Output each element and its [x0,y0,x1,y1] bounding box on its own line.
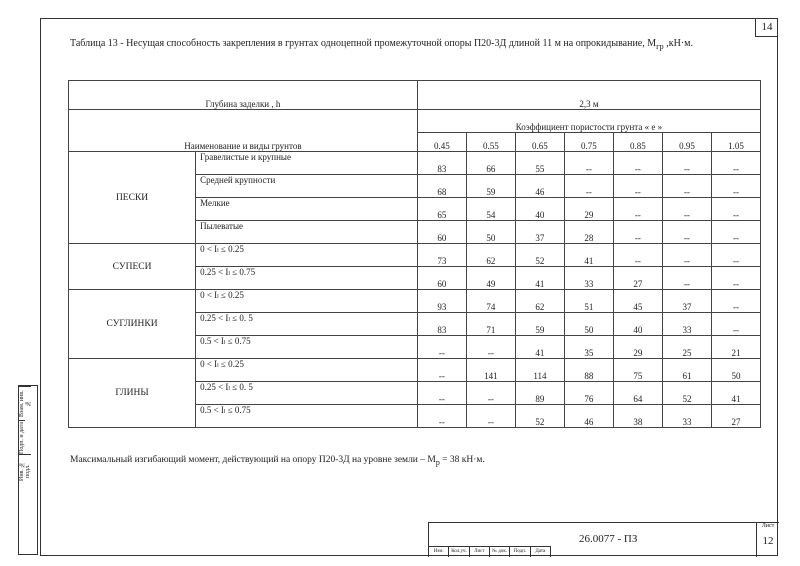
coef-header-cell: 0.85 [613,133,662,152]
table-cell: 60 [417,221,466,244]
table-cell: 52 [515,405,564,428]
table-cell: -- [417,405,466,428]
table-cell: -- [564,152,613,175]
table-cell: 46 [564,405,613,428]
table-cell: -- [417,336,466,359]
table-cell: 59 [515,313,564,336]
table-row [69,290,761,313]
table-cell: -- [662,221,711,244]
table-cell: 88 [564,359,613,382]
depth-row [69,81,761,110]
table-cell: -- [711,244,760,267]
table-cell: 27 [711,405,760,428]
table-cell: -- [466,405,515,428]
table-cell: -- [662,152,711,175]
table-cell: -- [613,221,662,244]
coef-header-cell: 1.05 [711,133,760,152]
soil-type-label: 0 < Iₗ ≤ 0.25 [196,244,418,267]
caption-unit: ,кН·м. [663,38,693,49]
table-cell: 41 [711,382,760,405]
coef-header-cell: 0.65 [515,133,564,152]
table-cell: 33 [662,313,711,336]
table-cell: -- [613,244,662,267]
table-cell: 25 [662,336,711,359]
page-number: 14 [755,18,778,37]
soil-group-name: ПЕСКИ [69,152,196,244]
coef-label: Коэффициент пористости грунта « е » [417,110,760,133]
table-cell: -- [564,175,613,198]
table-cell: 40 [515,198,564,221]
sheet-number: 12 [762,535,774,547]
soil-type-label: 0 < Iₗ ≤ 0.25 [196,290,418,313]
table-cell: 114 [515,359,564,382]
soil-type-label: Мелкие [196,198,418,221]
table-cell: 49 [466,267,515,290]
table-cell: -- [613,175,662,198]
table-cell: 33 [564,267,613,290]
table-cell: 66 [466,152,515,175]
soil-group-name: СУПЕСИ [69,244,196,290]
table-cell: 68 [417,175,466,198]
table-cell: -- [711,267,760,290]
soil-type-label: 0.5 < Iₗ ≤ 0.75 [196,405,418,428]
table-cell: 62 [515,290,564,313]
table-cell: 89 [515,382,564,405]
table-cell: 50 [711,359,760,382]
table-cell: 46 [515,175,564,198]
table-cell: -- [662,267,711,290]
table-row [69,244,761,267]
side-label-replacement: Взам. инв. № [19,386,31,420]
table-cell: -- [711,198,760,221]
coef-header-cell: 0.55 [466,133,515,152]
table-cell: 41 [564,244,613,267]
table-cell: -- [662,175,711,198]
table-cell: -- [417,359,466,382]
soil-group-name: СУГЛИНКИ [69,290,196,359]
title-block [428,522,779,557]
soil-type-label: 0.25 < Iₗ ≤ 0. 5 [196,313,418,336]
table-cell: 29 [564,198,613,221]
table-cell: 37 [515,221,564,244]
table-cell: 93 [417,290,466,313]
side-label-sign-date: Подп. и дата [19,421,25,454]
coef-header-cell: 0.95 [662,133,711,152]
table-cell: 76 [564,382,613,405]
note-tail: = 38 кН·м. [439,455,485,465]
table-cell: -- [417,382,466,405]
soil-type-label: Средней крупности [196,175,418,198]
note-text: Максимальный изгибающий момент, действующий на опору П20-3Д на уровне земли – М [70,455,436,465]
table-cell: -- [662,244,711,267]
soil-type-label: 0.25 < Iₗ ≤ 0.75 [196,267,418,290]
caption-text: Таблица 13 - Несущая способность закрепления в грунтах одноцепной промежуточной опоры П20-3Д длиной 11 м на опрокидывание, М [70,38,657,49]
depth-value: 2,3 м [417,81,760,110]
table-cell: 50 [564,313,613,336]
side-stamp [18,385,38,555]
soil-type-label: 0 < Iₗ ≤ 0.25 [196,359,418,382]
names-label: Наименование и виды грунтов [69,110,418,152]
table-cell: 41 [515,336,564,359]
table-cell: 65 [417,198,466,221]
caption-subscript: гр [656,42,664,51]
table-cell: 60 [417,267,466,290]
table-cell: 52 [662,382,711,405]
soil-group-name: ГЛИНЫ [69,359,196,428]
table-cell: 35 [564,336,613,359]
soil-type-label: Гравелистые и крупные [196,152,418,175]
table-cell: 74 [466,290,515,313]
title-block-cell: Изм. [429,547,449,557]
table-cell: 29 [613,336,662,359]
table-cell: 73 [417,244,466,267]
soil-type-label: 0.25 < Iₗ ≤ 0. 5 [196,382,418,405]
table-cell: 27 [613,267,662,290]
table-cell: 71 [466,313,515,336]
table-cell: 62 [466,244,515,267]
document-code: 26.0077 - ПЗ [579,533,638,545]
table-cell: 21 [711,336,760,359]
table-cell: -- [662,198,711,221]
table-cell: -- [711,290,760,313]
table-cell: -- [711,221,760,244]
table-cell: -- [711,152,760,175]
table-cell: 40 [613,313,662,336]
table-cell: 45 [613,290,662,313]
table-cell: 50 [466,221,515,244]
table-cell: 37 [662,290,711,313]
table-cell: 83 [417,313,466,336]
table-cell: -- [466,382,515,405]
table-cell: -- [711,313,760,336]
side-label-inventory: Инв. № подл. [19,454,31,488]
table-cell: 64 [613,382,662,405]
title-block-cell: Лист [470,547,490,557]
table-cell: 51 [564,290,613,313]
table-cell: -- [466,336,515,359]
table-cell: -- [711,175,760,198]
coef-header-row [69,110,761,133]
coef-header-cell: 0.75 [564,133,613,152]
title-block-cell: № док. [490,547,510,557]
soil-type-label: Пылеватые [196,221,418,244]
table-cell: 141 [466,359,515,382]
table-cell: 41 [515,267,564,290]
table-cell: 83 [417,152,466,175]
title-block-cell: Кол.уч. [449,547,469,557]
table-row [69,152,761,175]
table-caption [70,38,770,51]
depth-label: Глубина заделки , h [69,81,418,110]
table-cell: 59 [466,175,515,198]
footnote [70,455,485,467]
table-cell: 28 [564,221,613,244]
sheet-label: Лист [761,523,775,529]
title-block-columns [429,546,551,557]
coef-header-cell: 0.45 [417,133,466,152]
table-cell: -- [613,198,662,221]
title-block-cell: Дата [531,547,551,557]
sheet-box [756,523,779,557]
table-cell: 33 [662,405,711,428]
table-row [69,359,761,382]
table-cell: 52 [515,244,564,267]
bearing-capacity-table [68,80,761,428]
soil-type-label: 0.5 < Iₗ ≤ 0.75 [196,336,418,359]
table-cell: 75 [613,359,662,382]
table-cell: -- [613,152,662,175]
table-cell: 55 [515,152,564,175]
table-cell: 54 [466,198,515,221]
table-cell: 38 [613,405,662,428]
title-block-cell: Подп. [510,547,530,557]
note-subscript: р [435,457,440,467]
table-cell: 61 [662,359,711,382]
